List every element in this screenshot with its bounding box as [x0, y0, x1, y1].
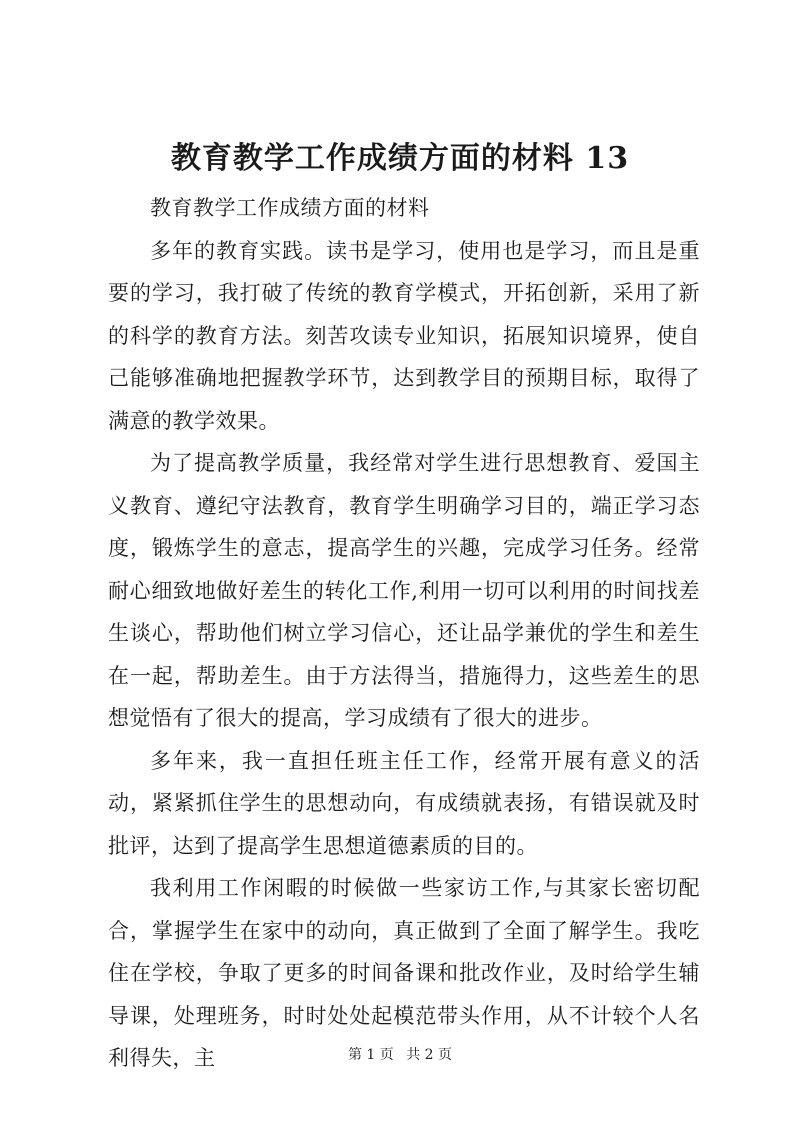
document-title: 教育教学工作成绩方面的材料 13: [170, 141, 630, 176]
paragraph-home-visits: 我利用工作闲暇的时候做一些家访工作,与其家长密切配合，掌握学生在家中的动向，真正做到了全面了解学生。我吃住在学校，争取了更多的时间备课和批改作业，及时给学生辅导课，处理班务，时时处处起模范带头作用，从不计较个人名利得失，主: [108, 876, 700, 1070]
page-total: 共 2 页: [406, 1047, 453, 1063]
page-number: 第 1 页: [347, 1047, 394, 1063]
paragraph-teaching-quality: 为了提高教学质量，我经常对学生进行思想教育、爱国主义教育、遵纪守法教育，教育学生明确学习目的，端正学习态度，锻炼学生的意志，提高学生的兴趣，完成学习任务。经常耐心细致地做好差生的转化工作,利用一切可以利用的时间找差生谈心，帮助他们树立学习信心，还让品学兼优的学生和差生在一起，帮助差生。由于方法得当，措施得力，这些差生的思想觉悟有了很大的提高，学习成绩有了很大的进步。: [108, 451, 700, 730]
paragraph-teaching-practice: 多年的教育实践。读书是学习，使用也是学习，而且是重要的学习，我打破了传统的教育学模式，开拓创新，采用了新的科学的教育方法。刻苦攻读专业知识，拓展知识境界，使自己能够准确地把握教学环节，达到教学目的预期目标，取得了满意的教学效果。: [108, 238, 700, 433]
paragraph-class-teacher: 多年来，我一直担任班主任工作，经常开展有意义的活动，紧紧抓住学生的思想动向，有成绩就表扬，有错误就及时批评，达到了提高学生思想道德素质的目的。: [108, 748, 700, 858]
document-body: [108, 187, 700, 1080]
paragraph-subtitle: 教育教学工作成绩方面的材料: [150, 196, 430, 220]
page-footer: [0, 1044, 800, 1066]
